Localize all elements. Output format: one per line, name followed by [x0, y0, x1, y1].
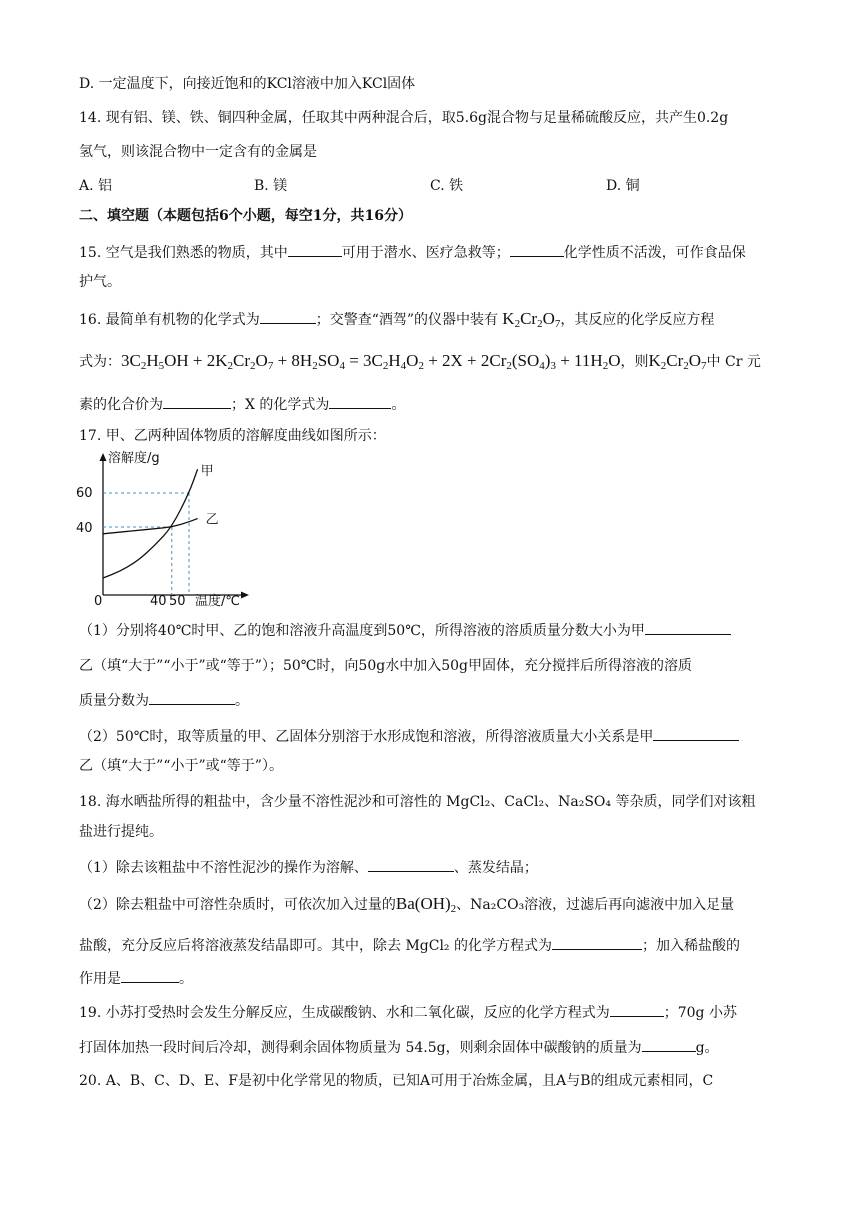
- q18-sub1: [79, 857, 538, 878]
- q17-sub1-line2: 乙（填“大于”“小于”或“等于”）；50℃时，向50g水中加入50g甲固体，充分搅拌后所得溶液的溶质: [79, 658, 692, 674]
- y-tick-60: 60: [76, 486, 93, 501]
- q17-sub1-line3: [79, 690, 249, 711]
- q16-text-7: 素的化合价为: [79, 397, 163, 413]
- x-tick-50: 50: [169, 594, 186, 609]
- q14-stem-line2: 氢气，则该混合物中一定含有的金属是: [79, 144, 317, 160]
- q19-text-3: 打固体加热一段时间后冷却，测得剩余固体物质量为 54.5g，则剩余固体中碳酸钠的质量为: [79, 1040, 642, 1056]
- q17-intro: 17. 甲、乙两种固体物质的溶解度曲线如图所示：: [79, 428, 386, 444]
- q14-option-a: A. 铝: [79, 178, 113, 194]
- q15-blank-2[interactable]: [510, 242, 564, 257]
- x-axis-label: 温度/℃: [195, 594, 240, 609]
- q16-formula-k2cr2o7: $K_2Cr_2O_7$: [498, 309, 561, 330]
- q15-blank-1[interactable]: [288, 242, 342, 257]
- q17-blank-1[interactable]: [645, 620, 731, 635]
- q17-text-3: 。: [235, 693, 249, 709]
- q19-text-1: 19. 小苏打受热时会发生分解反应，生成碳酸钠、水和二氧化碳，反应的化学方程式为: [79, 1005, 610, 1021]
- q18-text-5: 盐酸，充分反应后将溶液蒸发结晶即可。其中，除去 MgCl₂ 的化学方程式为: [79, 938, 552, 954]
- q17-sub2-line2: 乙（填“大于”“小于”或“等于”）。: [79, 758, 283, 774]
- x-tick-40: 40: [150, 594, 167, 609]
- q18-sub2-line1: [79, 894, 734, 919]
- q16-line3: [79, 394, 405, 415]
- q14-option-c: C. 铁: [430, 178, 464, 194]
- q19-blank-1[interactable]: [610, 1002, 664, 1017]
- solubility-chart: [76, 450, 266, 610]
- q16-text-2: ；交警查“酒驾”的仪器中装有: [315, 312, 499, 328]
- q16-blank-3[interactable]: [329, 394, 391, 409]
- q14-option-d: D. 铜: [606, 178, 640, 194]
- q19-line2: [79, 1037, 719, 1058]
- q15-line1: [79, 242, 746, 263]
- q17-text-2: 质量分数为: [79, 693, 149, 709]
- q20-line1: 20. A、B、C、D、E、F是初中化学常见的物质，已知A可用于冶炼金属，且A与B的组成元素相同，C: [79, 1073, 714, 1089]
- q17-sub2-line1: [79, 726, 739, 747]
- q19-text-4: g。: [695, 1040, 719, 1056]
- q18-text-7: 作用是: [79, 971, 121, 987]
- x-axis-arrow: [241, 592, 249, 599]
- q18-line1: 18. 海水晒盐所得的粗盐中，含少量不溶性泥沙和可溶性的 MgCl₂、CaCl₂、Na₂SO₄ 等杂质，同学们对该粗: [79, 794, 756, 810]
- q15-text-2: 可用于潜水、医疗急救等；: [341, 245, 510, 261]
- q16-text-9: 。: [391, 397, 406, 413]
- y-tick-40: 40: [76, 521, 93, 536]
- q18-blank-3[interactable]: [121, 968, 179, 983]
- q18-text-4: 、Na₂CO₃溶液，过滤后再向滤液中加入足量: [456, 897, 735, 913]
- q15-line2: 护气。: [79, 274, 121, 290]
- q15-text-3: 化学性质不活泼，可作食品保: [563, 245, 746, 261]
- q16-text-6: 中 Cr 元: [706, 354, 761, 370]
- q18-text-8: 。: [179, 971, 193, 987]
- q16-formula-k2cr2o7-2: $K_2Cr_2O_7$: [648, 351, 707, 372]
- q17-blank-3[interactable]: [653, 726, 739, 741]
- q17-blank-2[interactable]: [149, 690, 235, 705]
- series-jia-label: 甲: [200, 464, 214, 480]
- q14-option-b: B. 镁: [254, 178, 288, 194]
- y-axis-label: 溶解度/g: [108, 451, 160, 466]
- q18-sub2-line2: [79, 935, 740, 956]
- q18-text-2: 、蒸发结晶；: [453, 860, 538, 876]
- y-axis-arrow: [100, 453, 107, 461]
- q17-text-4: （2）50℃时，取等质量的甲、乙固体分别溶于水形成饱和溶液，所得溶液质量大小关系是甲: [79, 729, 654, 745]
- series-yi-line: [103, 519, 198, 534]
- q19-line1: [79, 1002, 737, 1023]
- q16-equation: $3C_2H_5OH + 2K_2Cr_2O_7 + 8H_2SO_4 = 3C_2H_4O_2 + 2X + 2Cr_2(SO_4)_3 + 11H_2O$: [121, 351, 621, 372]
- q16-text-5: ，则: [620, 354, 649, 370]
- q16-line2: [79, 351, 761, 376]
- q16-text-8: ；X 的化学式为: [231, 397, 330, 413]
- q18-blank-1[interactable]: [368, 857, 454, 872]
- q14-stem-line1: 14. 现有铝、镁、铁、铜四种金属，任取其中两种混合后，取5.6g混合物与足量稀硫酸反应，共产生0.2g: [79, 110, 729, 126]
- q19-blank-2[interactable]: [642, 1037, 696, 1052]
- q16-text-3: ，其反应的化学反应方程: [560, 312, 715, 328]
- q18-text-1: （1）除去该粗盐中不溶性泥沙的操作为溶解、: [79, 860, 368, 876]
- q18-line2: 盐进行提纯。: [79, 824, 163, 840]
- q18-text-3: （2）除去粗盐中可溶性杂质时，可依次加入过量的: [79, 897, 396, 913]
- q16-line1: [79, 309, 714, 334]
- x-tick-0: 0: [94, 594, 103, 609]
- q16-text-4: 式为：: [79, 354, 121, 370]
- q16-text-1: 16. 最简单有机物的化学式为: [79, 312, 260, 328]
- q17-sub1-line1: [79, 620, 731, 641]
- q17-text-1: （1）分别将40℃时甲、乙的饱和溶液升高温度到50℃，所得溶液的溶质质量分数大小为甲: [79, 623, 645, 639]
- q19-text-2: ；70g 小苏: [663, 1005, 737, 1021]
- q18-blank-2[interactable]: [552, 935, 642, 950]
- q18-sub2-line3: [79, 968, 193, 989]
- q16-blank-2[interactable]: [163, 394, 231, 409]
- section-title: 二、填空题（本题包括6个小题，每空1分，共16分）: [79, 208, 412, 224]
- q15-text-1: 15. 空气是我们熟悉的物质，其中: [79, 245, 288, 261]
- series-yi-label: 乙: [205, 512, 219, 528]
- q16-blank-1[interactable]: [260, 309, 316, 324]
- q18-formula-baoh2: $Ba(OH)_2$: [395, 894, 457, 915]
- q13-option-d: D. 一定温度下，向接近饱和的KCl溶液中加入KCl固体: [79, 76, 416, 92]
- q18-text-6: ；加入稀盐酸的: [642, 938, 740, 954]
